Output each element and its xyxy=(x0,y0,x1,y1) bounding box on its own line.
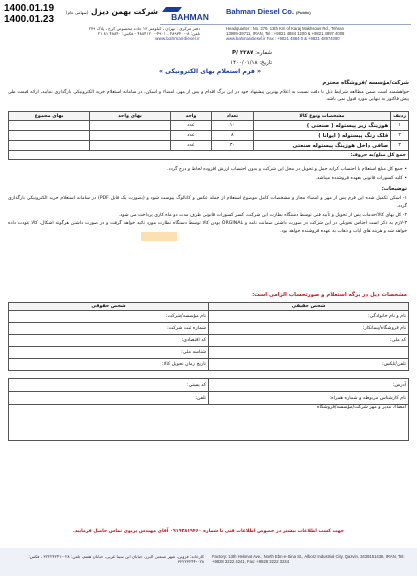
item-spec: قلک رنگ پیستوله ( ایوانا ) xyxy=(253,131,391,141)
item-qty: ۸ xyxy=(212,131,253,141)
col-spec: مشخصات ونوع کالا xyxy=(253,112,391,121)
item-unit: عدد xyxy=(170,141,211,151)
header-divider xyxy=(160,24,411,25)
note-item: ۲- کل بهای کالا/خدمات پس از تحویل و تأیید فنی توسط دستگاه نظارت این شرکت، کسر کسورات قانونی ظرف مدت دو ماه کاری پرداخت می شود. xyxy=(118,212,407,218)
table-row xyxy=(9,131,409,141)
item-total[interactable] xyxy=(9,131,90,141)
page-footer xyxy=(0,548,417,576)
table-row xyxy=(9,121,409,131)
natural-field[interactable]: نام فروشگاه/پیمانکار: xyxy=(209,323,409,335)
header-address-fa: دفتر مرکزی : تهران ، کیلومتر ۱۳ جاده مخصوص کرج ، پلاک ۲۷۹ تلفن: ۸-۴۸۹۷۴۰۰ ، ۴۹۰۱-۴۸۸۴۱۲۰۰ - فکس: ۴۸۸۴۰ ۸۱ ۲۱ www.bahmandiesel.ir xyxy=(88,26,200,41)
note-item: ۱- اسکن تکمیل شده این فرم پس از مهر و امضاء مجاز و مشخصات کامل موضوع استعلام از جمله عکس و کاتالوگ پیوست شود و (بصورت یک فایل PDF) در سامانه استعلام خرید الکترونیکی بارگذاری گردد. xyxy=(8,196,408,210)
natural-field[interactable] xyxy=(209,347,409,359)
col-unit-price: بهای واحد xyxy=(90,112,171,121)
item-qty: ۳۰ xyxy=(212,141,253,151)
bullet-item: • جمع کل مبلغ استعلام با احتساب کرایه حمل و تحویل در محل این شرکت و بدون احتساب ارزش افزوده لحاظ و درج گردد. xyxy=(167,167,407,172)
date-stamp-1: 1400.01.19 xyxy=(4,3,55,14)
natural-person-header: شخص حقیقی xyxy=(209,303,409,311)
legal-field[interactable]: شناسه ملی: xyxy=(9,347,209,359)
technical-contact-note: جهت کسب اطلاعات بیشتر در خصوص اطلاعات فنی با شماره ۰۹۱۹۳۸۱۹۴۶۰ آقای مهندس پزیوی تماس حاصل فرمایید. xyxy=(72,529,345,534)
note-item: ۳-لازم به ذکر است اجناس تحویلی در این شرکت در صورت داشتن ضمانت نامه و ORGINAL بودن کالا توسط دستگاه نظارت مورد تائید خواهد گرفت و در صورت داشتن هرگونه اشکال، کالا عودت داده خواهد شد و هزینه های ایاب و ذهاب به عهده فروشنده خواهد بود. xyxy=(8,220,407,235)
letter-date: تاریخ: ۱۴۰۰/۰۱/۱۸ xyxy=(230,60,272,66)
notes-list xyxy=(8,195,407,236)
bahman-logo xyxy=(162,3,218,23)
brand-name-en: Bahman Diesel Co. (Public) xyxy=(226,7,311,16)
table-row xyxy=(9,392,409,405)
legal-field[interactable]: شماره ثبت شرکت: xyxy=(9,323,209,335)
seller-info-header xyxy=(9,303,409,311)
sum-label[interactable]: جمع کل مبلغ/به حروف: xyxy=(9,151,409,160)
letter-number: شماره: P/ ۲۲۸۷ xyxy=(232,50,272,56)
contact-table xyxy=(8,378,409,441)
items-table-header xyxy=(9,112,409,121)
brand-name-fa: شرکت بهمن دیزل (سهامی عام) xyxy=(66,7,158,16)
item-spec: صافی داخل هوزینگ پیستوله صنعتی xyxy=(253,141,391,151)
table-row xyxy=(9,335,409,347)
natural-field[interactable]: نام و نام خانوادگی: xyxy=(209,311,409,323)
conditions-bullets xyxy=(8,166,407,183)
col-total: بهای مجموع xyxy=(9,112,90,121)
legal-field[interactable]: نام مؤسسه/شرکت: xyxy=(9,311,209,323)
item-unit-price[interactable] xyxy=(90,121,171,131)
natural-field[interactable]: تلفن/تلکس: xyxy=(209,359,409,371)
item-qty: ۱۰ xyxy=(212,121,253,131)
item-total[interactable] xyxy=(9,121,90,131)
table-row xyxy=(9,379,409,392)
svg-text:BAHMAN: BAHMAN xyxy=(171,12,209,22)
legal-field[interactable]: تاریخ زمان تحویل کالا: xyxy=(9,359,209,371)
intro-text: خواهشمند است ضمن مطالعه شرایط ذیل با دقت نسبت به اعلام بهترین پیشنهاد خود در این برگ اقدام و پس از مهر، امضاء و اسکن، در سامانه استعلام خرید الکترونیکی بارگذاری نمایید، ارائه قیمت طی پیش فاکتور به تنهایی مورد قبول نمی باشد. xyxy=(8,90,409,102)
header-address-en: Headquarter : No. 279, 13th Km of Karaj Makhsous Rd., Tehran 13999-39711, IRAN, Tel : +9821 4884 1200 & +9821 4897 4008 www.bahmandiesel.ir Fax : +9821 4884 0 & +9821 48974090 xyxy=(226,26,345,41)
row-number: ۱ xyxy=(391,121,409,131)
item-unit-price[interactable] xyxy=(90,131,171,141)
items-table xyxy=(8,111,409,160)
seller-info-table xyxy=(8,302,409,371)
item-total[interactable] xyxy=(9,141,90,151)
date-stamp-2: 1400.01.23 xyxy=(4,14,55,25)
legal-person-header: شخص حقوقی xyxy=(9,303,209,311)
footer-address-en: Factory: 13th Hekmat Ave., North Ebn-e-Sina St., Alborz Industrial City, Qazvin, 3439151436, IRAN, Tel: +9828 3222 4241, Fax: +9828 3222 3244 xyxy=(212,554,405,564)
table-row xyxy=(9,311,409,323)
phone-field[interactable]: تلفن: xyxy=(9,392,209,405)
table-row xyxy=(9,359,409,371)
item-spec: هوزینگ زیر پیستوله ( صنعتی ) xyxy=(253,121,391,131)
col-qty: تعداد xyxy=(212,112,253,121)
footer-address-fa: کارخانه: قزوین، شهر صنعتی البرز، خیابان ابن سینا غربی، خیابان هفتم، تلفن: ۰۲۸-۳۲۲۲۴۲۴۱ ، فکس: ۰۲۸-۳۲۲۲۳۲۴۴ xyxy=(28,554,204,564)
item-unit: عدد xyxy=(170,121,211,131)
item-unit: عدد xyxy=(170,131,211,141)
col-unit: واحد xyxy=(170,112,211,121)
col-row: ردیف xyxy=(391,112,409,121)
legal-field[interactable]: کد اقتصادی: xyxy=(9,335,209,347)
form-title: « فرم استعلام بهای الکترونیکی » xyxy=(158,68,262,75)
notes-title: توضیحات: xyxy=(381,186,407,192)
address-field[interactable]: آدرس: xyxy=(209,379,409,392)
sum-row xyxy=(9,151,409,160)
postal-code-field[interactable]: کد پستی: xyxy=(9,379,209,392)
table-row xyxy=(9,323,409,335)
table-row xyxy=(9,347,409,359)
row-number: ۳ xyxy=(391,141,409,151)
item-unit-price[interactable] xyxy=(90,141,171,151)
natural-field[interactable]: کد ملی: xyxy=(209,335,409,347)
expert-contact-field[interactable]: نام کارشناس مربوطه و شماره همراه: xyxy=(209,392,409,405)
row-number: ۲ xyxy=(391,131,409,141)
required-fields-title: مشخصات ذیل در برگه استعلام و صورتحساب الزامی است: xyxy=(252,292,407,298)
signature-field[interactable]: امضاء، مدیر و مهر شرکت/مؤسسه/فروشگاه xyxy=(9,405,409,441)
table-row xyxy=(9,141,409,151)
original-highlight xyxy=(141,232,177,241)
bullet-item: • کلیه کسورات قانونی بعهده فروشنده میباشد. xyxy=(315,175,407,181)
greeting: شرکت/مؤسسه /فروشگاه محترم xyxy=(322,80,409,86)
table-row xyxy=(9,405,409,441)
